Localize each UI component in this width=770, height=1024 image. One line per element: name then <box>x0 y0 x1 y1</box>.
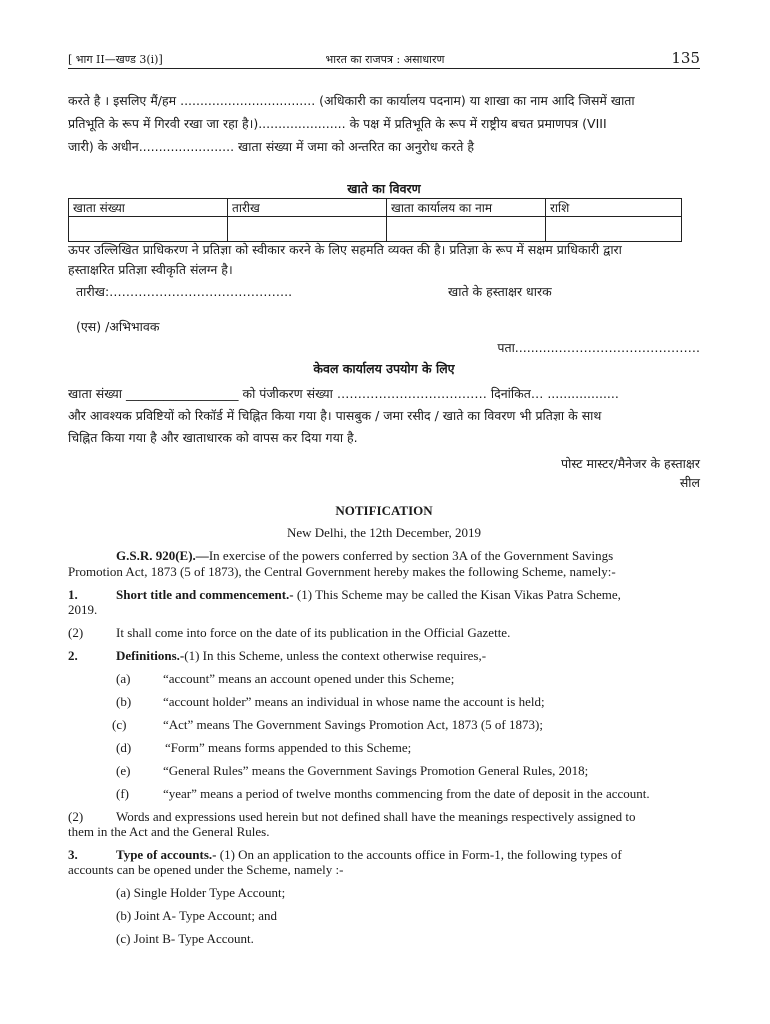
gsr-line-1 <box>116 548 613 564</box>
guardian-label: (एस) /अभिभावक <box>76 319 160 334</box>
definition-label: (a) <box>116 671 131 686</box>
definition-label: (f) <box>116 786 129 801</box>
office-use-line-3: चिह्नित किया गया है और खाताधारक को वापस कर दिया गया है. <box>68 430 358 445</box>
account-type-item: (c) Joint B- Type Account. <box>116 931 254 946</box>
section-2-heading: Definitions.- <box>116 648 185 663</box>
form-para-line-3: जारी) के अधीन........................ खाता संख्या में जमा को अन्तरित का अनुरोध करते है <box>68 139 475 154</box>
table-cell <box>69 217 228 242</box>
header-amount: राशि <box>546 199 682 217</box>
gsr-reference: G.S.R. 920(E).— <box>116 548 209 563</box>
table-empty-row <box>69 217 682 242</box>
header-date: तारीख <box>228 199 387 217</box>
section-2-line <box>116 648 486 664</box>
section-1-heading: Short title and commencement.- <box>116 587 294 602</box>
gsr-text: In exercise of the powers conferred by section 3A of the Government Savings <box>208 548 614 563</box>
office-use-title: केवल कार्यालय उपयोग के लिए <box>313 361 455 376</box>
definition-text: “account holder” means an individual in whose name the account is held; <box>163 694 545 709</box>
account-type-item: (b) Joint A- Type Account; and <box>116 908 277 923</box>
definition-label: (d) <box>116 740 132 755</box>
section-3-line-2: accounts can be opened under the Scheme, namely :- <box>68 862 344 877</box>
postmaster-signature-label: पोस्ट मास्टर/मैनेजर के हस्ताक्षर <box>561 456 700 471</box>
notification-dateline: New Delhi, the 12th December, 2019 <box>286 525 482 540</box>
definition-text: “Form” means forms appended to this Scheme; <box>165 740 412 755</box>
date-label: तारीख:…………………………………….. <box>76 284 293 299</box>
section-3-number: 3. <box>68 847 78 862</box>
definition-text: “General Rules” means the Government Savings Promotion General Rules, 2018; <box>163 763 589 778</box>
definition-text: “Act” means The Government Savings Promotion Act, 1873 (5 of 1873); <box>163 717 543 732</box>
header-rule <box>68 68 700 69</box>
section-2-number: 2. <box>68 648 78 663</box>
definition-label: (c) <box>112 717 127 732</box>
section-3-text: (1) On an application to the accounts office in Form-1, the following types of <box>219 847 622 862</box>
header-office-name: खाता कार्यालय का नाम <box>387 199 546 217</box>
section-1-2-text: It shall come into force on the date of its publication in the Official Gazette. <box>116 625 511 640</box>
section-1-number: 1. <box>68 587 78 602</box>
definition-text: “account” means an account opened under this Scheme; <box>163 671 455 686</box>
gazette-name: भारत का राजपत्र : असाधारण <box>325 53 445 66</box>
consent-line-1: ऊपर उल्लिखित प्राधिकरण ने प्रतिज्ञा को स्वीकार करने के लिए सहमति व्यक्त की है। प्रतिज्ञा के रूप में सक्षम प्राधिकारी द्वारा <box>68 242 622 257</box>
page-number: 135 <box>671 49 700 67</box>
notification-title: NOTIFICATION <box>335 503 433 518</box>
form-para-line-2: प्रतिभूति के रूप में गिरवी रखा जा रहा है।)...................... के पक्ष में प्रतिभूति के रूप में राष्ट्रीय बचत प्रमाणपत्र (VIII <box>68 116 607 131</box>
table-cell <box>387 217 546 242</box>
section-2-intro: (1) In this Scheme, unless the context otherwise requires,- <box>184 648 487 663</box>
table-cell <box>228 217 387 242</box>
section-3-heading: Type of accounts.- <box>116 847 217 862</box>
office-use-line-2: और आवश्यक प्रविष्टियों को रिकॉर्ड में चिह्नित किया गया है। पासबुक / जमा रसीद / खाते का विवरण भी प्रतिज्ञा के साथ <box>68 408 602 423</box>
table-cell <box>546 217 682 242</box>
section-1-line-2: 2019. <box>68 602 98 617</box>
section-1-text: (1) This Scheme may be called the Kisan Vikas Patra Scheme, <box>296 587 621 602</box>
table-header-row <box>69 199 682 217</box>
part-section-label: [ भाग II—खण्ड 3(i)] <box>68 53 163 66</box>
section-1-line-1 <box>116 587 621 603</box>
section-2-2-line-2: them in the Act and the General Rules. <box>68 824 270 839</box>
address-label: पता...........……………………………. <box>497 340 700 355</box>
section-2-2-number: (2) <box>68 809 84 824</box>
table-title: खाते का विवरण <box>347 181 421 196</box>
header-account-number: खाता संख्या <box>69 199 228 217</box>
section-3-line-1 <box>116 847 622 863</box>
office-use-line-1: खाता संख्या __________________ को पंजीकरण संख्या ……………………………… दिनांकित… .................. <box>68 386 619 401</box>
seal-label: सील <box>679 475 700 490</box>
form-para-line-1: करते है । इसलिए मैं/हम .................................. (अधिकारी का कार्यालय पदनाम) या शाखा का नाम आदि जिसमें खाता <box>68 93 635 108</box>
section-1-2-number: (2) <box>68 625 84 640</box>
consent-line-2: हस्ताक्षरित प्रतिज्ञा स्वीकृति संलग्न है। <box>68 262 233 277</box>
holder-signature-label: खाते के हस्ताक्षर धारक <box>448 284 552 299</box>
definition-text: “year” means a period of twelve months commencing from the date of deposit in the account. <box>163 786 650 801</box>
section-2-2-line-1: Words and expressions used herein but not defined shall have the meanings respectively assigned to <box>116 809 636 824</box>
account-type-item: (a) Single Holder Type Account; <box>116 885 286 900</box>
definition-label: (b) <box>116 694 132 709</box>
account-details-table <box>68 198 682 242</box>
gsr-line-2: Promotion Act, 1873 (5 of 1873), the Central Government hereby makes the following Scheme, namely:- <box>68 564 616 579</box>
definition-label: (e) <box>116 763 131 778</box>
